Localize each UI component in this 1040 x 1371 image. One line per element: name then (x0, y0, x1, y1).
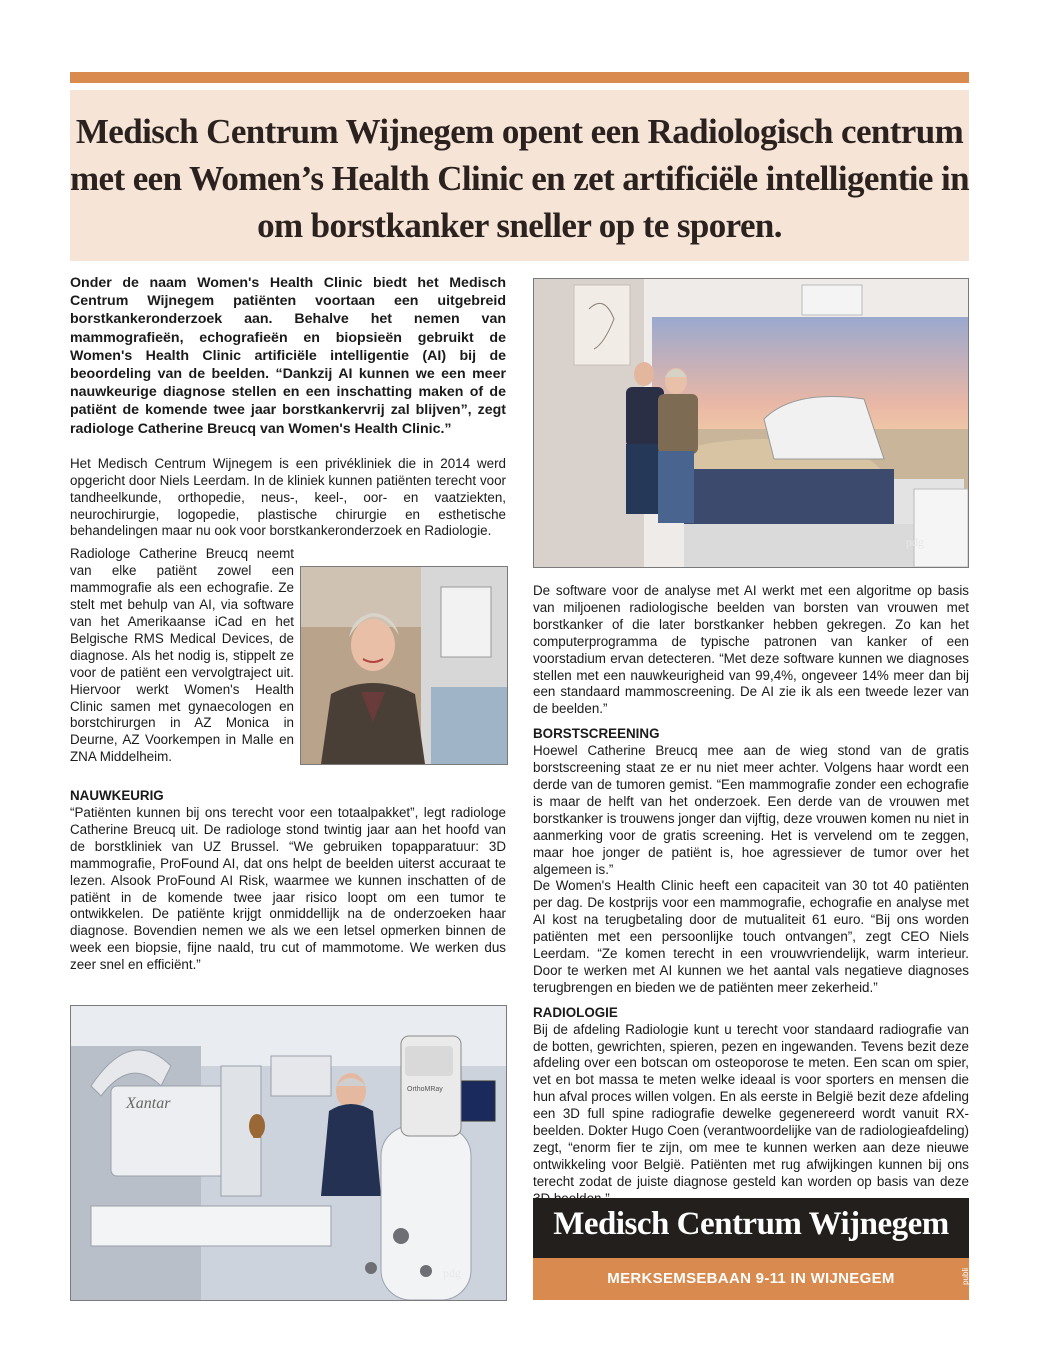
device-model-label: OrthoMRay (407, 1086, 443, 1093)
paragraph-software: De software voor de analyse met AI werkt met een algoritme op basis van miljoenen radiologische beelden van borsten van vrouwen met borstkanker of die later borstkanker hebben gekregen. Zo kan het computerprogramma de typische patronen van kanker of een voorstadium ervan detecteren. “Met deze software kunnen we diagnoses stellen met een nauwkeurigheid van 99,4%, ongeveer 14% meer dan bij een standaard mammoscreening. De AI zie ik als een tweede lezer van de beelden.” (533, 583, 969, 717)
radiologist-portrait-illustration (301, 567, 507, 764)
paragraph-borstscreening: Hoewel Catherine Breucq mee aan de wieg stond van de gratis borstscreening staat ze er nu niet meer achter. Volgens haar wordt een derde van de tumoren gemist. “Een mammografie zonder een echografie is maar de helft van het onderzoek. Een derde van de vrouwen met borstkanker is trouwens jonger dan vijftig, deze vrouwen komen nu niet in aanmerking voor de gratis screening. Het is vervelend om te zeggen, maar hoe jonger de patiënt is, hoe agressiever de tumor over het algemeen is.” (533, 743, 969, 877)
footer-address-bar (533, 1258, 969, 1300)
headline-box (70, 90, 969, 261)
clinic-room-photo (533, 278, 969, 568)
footer-address: MERKSEMSEBAAN 9-11 IN WIJNEGEM (607, 1270, 895, 1287)
device-brand-label: Xantar (126, 1095, 171, 1112)
paragraph-capaciteit: De Women's Health Clinic heeft een capaciteit van 30 tot 40 patiënten per dag. De kostprijs voor een mammografie, echografie en analyse met AI kost na terugbetaling door de mutualiteit 61 euro. “Bij ons worden patiënten met een persoonlijke touch ontvangen”, zegt CEO Niels Leerdam. “Ze komen terecht in een vrouwvriendelijk, warm interieur. Door te werken met AI kunnen we het aantal vals negatieve diagnoses terugbrengen en bieden we de patiënten meer zekerheid.” (533, 878, 969, 995)
footer-clinic-name: Medisch Centrum Wijnegem (553, 1206, 949, 1242)
paragraph-breucq: Radiologe Catherine Breucq neemt van elke patiënt zowel een mammografie als een echografie. Ze stelt met behulp van AI, via software van het Amerikaanse iCad en het Belgische RMS Medical Devices, de diagnose. Als het nodig is, stippelt ze voor de patiënt een vervolgtraject uit. Hiervoor werkt Women's Health Clinic samen met gynaecologen en borstchirurgen in AZ Monica in Deurne, AZ Voorkempen in Malle en ZNA Middelheim. (70, 546, 294, 765)
heading-radiologie: RADIOLOGIE (533, 1004, 618, 1020)
paragraph-intro: Het Medisch Centrum Wijnegem is een privékliniek die in 2014 werd opgericht door Niels Leerdam. In de kliniek kunnen patiënten terecht voor tandheelkunde, orthopedie, neus-, keel-, oor- en vaatziekten, neurochirurgie, logopedie, plastische chirurgie en esthetische behandelingen maar nu ook voor borstkankeronderzoek en Radiologie. (70, 455, 506, 539)
photo-credit: pdg (443, 1266, 461, 1280)
top-accent-rule (70, 72, 969, 83)
xray-room-illustration (71, 1006, 506, 1300)
heading-nauwkeurig: NAUWKEURIG (70, 788, 164, 804)
clinic-room-illustration (534, 279, 968, 567)
footer-brand-bar (533, 1198, 969, 1258)
paragraph-nauwkeurig: “Patiënten kunnen bij ons terecht voor een totaalpakket”, legt radiologe Catherine Breucq uit. De radiologe stond twintig jaar aan het hoofd van de borstkliniek van UZ Brussel. “We gebruiken topapparatuur: 3D mammografie, ProFound AI, dat ons helpt de beelden uiterst accuraat te lezen. Alsook ProFound AI Risk, waarmee we kunnen inschatten of de patiënt in de komende twee jaar risico loopt om een tumor te ontwikkelen. De patiënte krijgt onmiddellijk na de onderzoeken haar diagnose. Bovendien nemen we als we een letsel opmerken binnen de week een biopsie, fijne naald, tru cut of mammotome. We werken dus zeer snel en efficiënt.” (70, 805, 506, 973)
paragraph-radiologie: Bij de afdeling Radiologie kunt u terecht voor standaard radiografie van de botten, gewrichten, spieren, pezen en ingewanden. Tevens bezit deze afdeling over een botscan om osteoporose te meten. Een scan om spier, vet en bot massa te meten welke ideaal is voor sporters en mensen die hun afval proces willen volgen. En als eerste in België bezit deze afdeling een 3D full spine radiografie dewelke gegenereerd wordt vanuit RX-beelden. Dokter Hugo Coen (verantwoordelijke van de radiologieafdeling) zegt, “enorm fier te zijn, om mee te kunnen werken aan deze nieuwe ontwikkeling voor België. Patiënten met rug afwijkingen kunnen bij ons terecht zodat de juiste diagnose gesteld kan worden op basis van deze (533, 1021, 969, 1189)
article-headline: Medisch Centrum Wijnegem opent een Radiologisch centrum met een Women’s Health Clinic en zet artificiële intelligentie in om borstkanker sneller op te sporen. (70, 112, 969, 245)
lead-paragraph: Onder de naam Women's Health Clinic biedt het Medisch Centrum Wijnegem patiënten voortaan een uitgebreid borstkankeronderzoek aan. Behalve het nemen van mammografieën, echografieën en biopsieën gebruikt de Women's Health Clinic artificiële intelligentie (AI) bij de beoordeling van de beelden. “Dankzij AI kunnen we een meer nauwkeurige diagnose stellen en een inschatting maken of de patiënt de komende twee jaar borstkankervrij zal blijven”, zegt radiologe Catherine Breucq van Women's Health Clinic.” (70, 275, 506, 437)
radiologist-portrait-photo (300, 566, 508, 765)
heading-borstscreening: BORSTSCREENING (533, 726, 660, 742)
xray-room-photo (70, 1005, 507, 1301)
publi-tag: publi (961, 1268, 970, 1285)
photo-credit: pdg (906, 535, 924, 549)
right-column (533, 583, 969, 1208)
